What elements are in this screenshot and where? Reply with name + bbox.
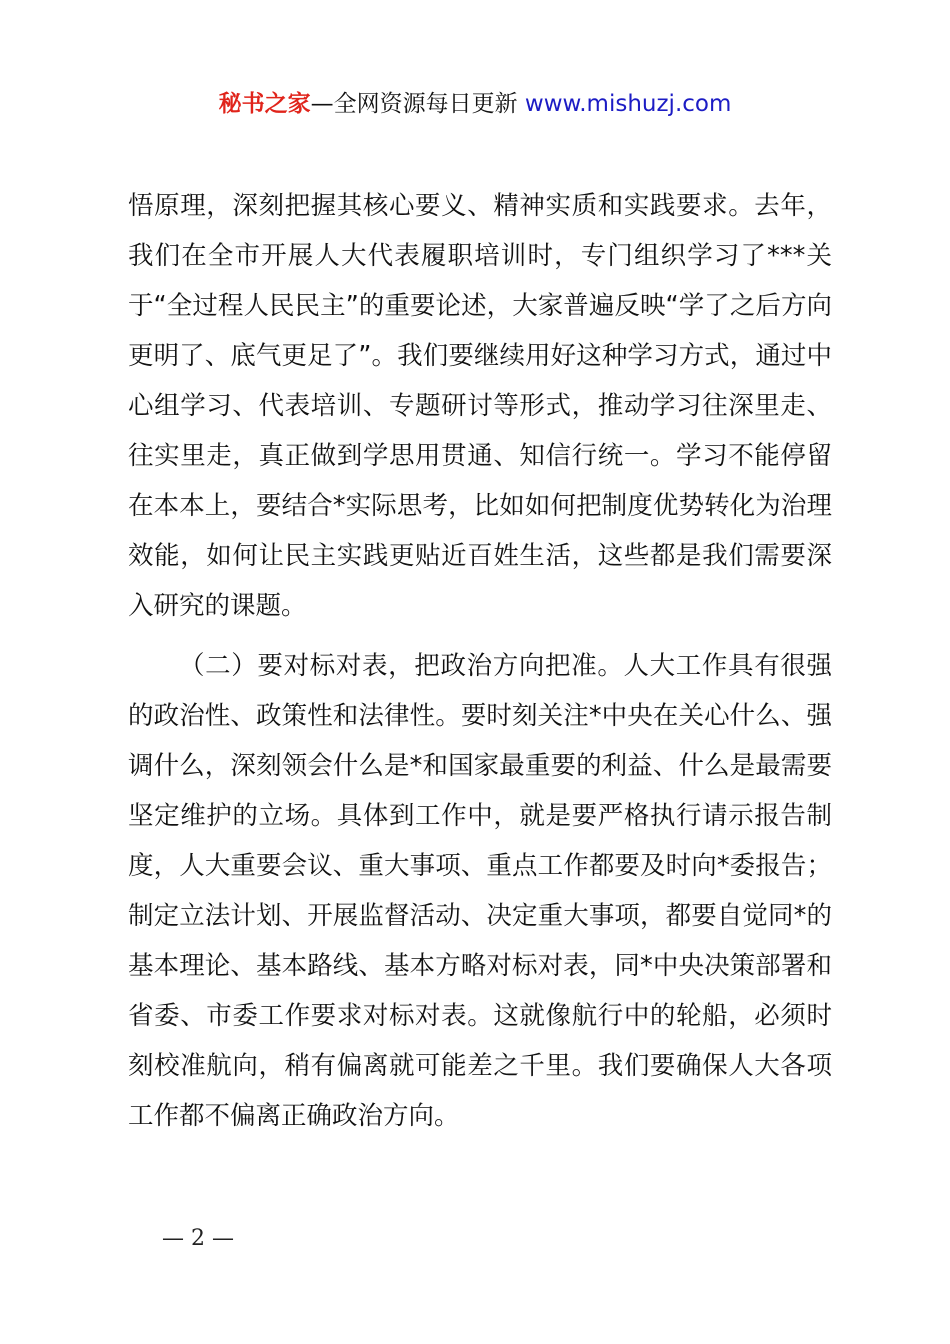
page-number: — 2 —: [162, 1226, 234, 1251]
paragraph-continued: 悟原理，深刻把握其核心要义、精神实质和实践要求。去年，我们在全市开展人大代表履职培训时，专门组织学习了***关于“全过程人民民主”的重要论述，大家普遍反映“学了之后方向更明了、底气更足了”。我们要继续用好这种学习方式，通过中心组学习、代表培训、专题研讨等形式，推动学习往深里走、往实里走，真正做到学思用贯通、知信行统一。学习不能停留在本本上，要结合*实际思考，比如如何把制度优势转化为治理效能，如何让民主实践更贴近百姓生活，这些都是我们需要深入研究的课题。: [128, 191, 832, 621]
site-url-link[interactable]: www.mishuzj.com: [524, 91, 732, 117]
paragraph-section-two: （二）要对标对表，把政治方向把准。人大工作具有很强的政治性、政策性和法律性。要时刻关注*中央在关心什么、强调什么，深刻领会什么是*和国家最重要的利益、什么是最需要坚定维护的立场。具体到工作中，就是要严格执行请示报告制度，人大重要会议、重大事项、重点工作都要及时向*委报告；制定立法计划、开展监督活动、决定重大事项，都要自觉同*的基本理论、基本路线、基本方略对标对表，同*中央决策部署和省委、市委工作要求对标对表。这就像航行中的轮船，必须时刻校准航向，稍有偏离就可能差之千里。我们要确保人大各项工作都不偏离正确政治方向。: [128, 651, 832, 1131]
header-slogan: —全网资源每日更新: [310, 91, 518, 117]
document-body: [128, 181, 832, 1141]
site-header: [0, 86, 950, 122]
brand-name: 秘书之家: [218, 91, 311, 117]
